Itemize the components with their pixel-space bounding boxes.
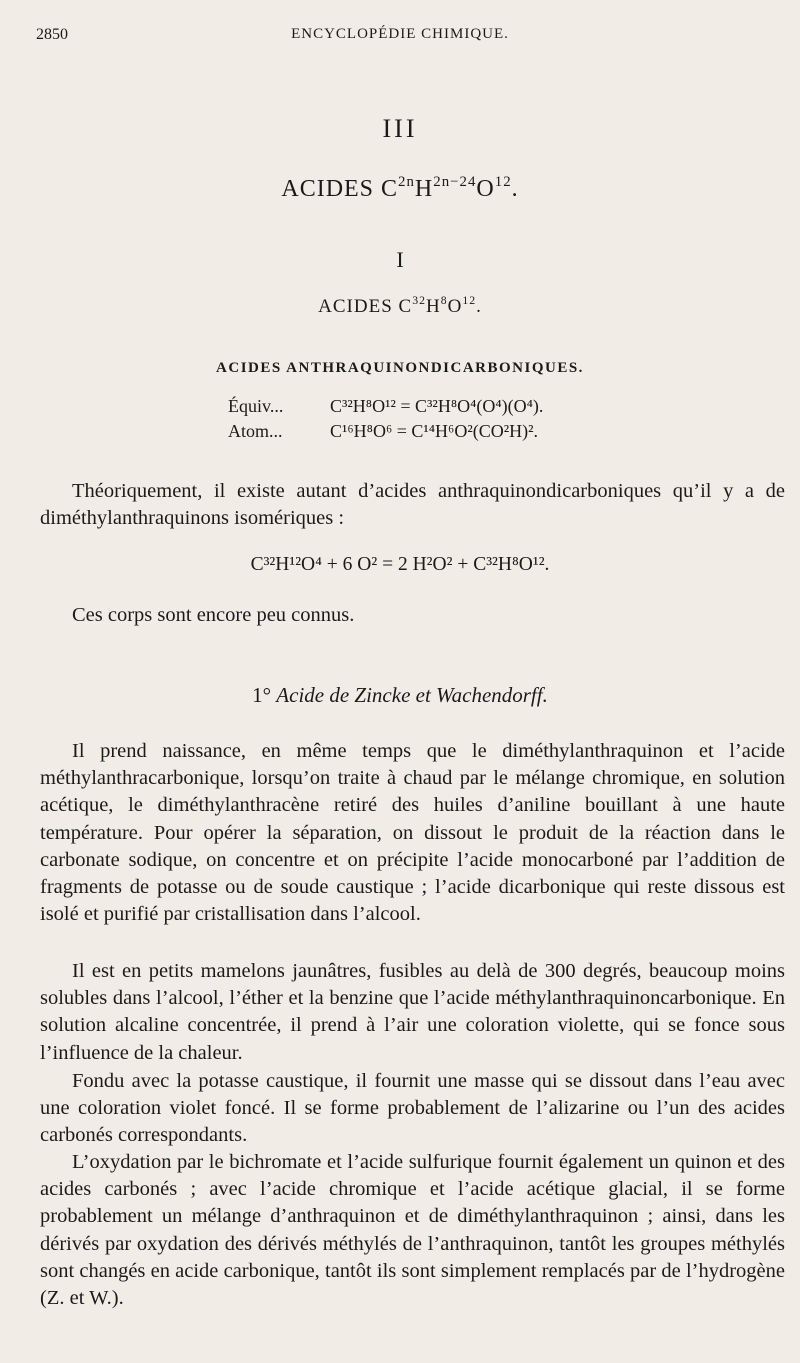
subsection-title-sup: 8 bbox=[440, 293, 448, 307]
section-title-text: H bbox=[414, 176, 434, 202]
body-paragraph: L’oxydation par le bichromate et l’acide sulfurique fournit également un quinon et des acides carbonés ; avec l’acide chromique et l’acide acétique glacial, il se forme probablement un mélange d’anthraquinon et de diméthylanthraquinon ; ainsi, dans les dérivés par oxydation des dérivés méthylés de l’anthraquinon, tantôt les groupes méthylés sont changés en acide carbonique, tantôt ils sont simplement remplacés par de l’hydrogène (Z. et W.). bbox=[40, 1151, 785, 1310]
intro-paragraph: Théoriquement, il existe autant d’acides anthraquinondicarboniques qu’il y a de diméthylanthraquinons isomériques : bbox=[40, 480, 785, 530]
atomic-formula-row bbox=[228, 421, 538, 442]
section-title bbox=[0, 173, 800, 203]
body-paragraph: Il est en petits mamelons jaunâtres, fusibles au delà de 300 degrés, beaucoup moins solubles dans l’alcool, l’éther et la benzine que l’acide méthylanthraquinoncarbonique. En solution alcaline concentrée, il prend à l’air une coloration violette, qui se fonce sous l’influence de la chaleur. bbox=[40, 960, 785, 1064]
subsection-title-sup: 12 bbox=[462, 293, 477, 307]
reaction-equation: C³²H¹²O⁴ + 6 O² = 2 H²O² + C³²H⁸O¹². bbox=[250, 554, 550, 575]
subsection-title-sup: 32 bbox=[412, 293, 426, 307]
article-heading bbox=[0, 683, 800, 708]
subsection-title-text: ACIDES C bbox=[318, 296, 413, 317]
subsection-title-text: O bbox=[447, 296, 463, 317]
ces-paragraph: Ces corps sont encore peu connus. bbox=[72, 604, 355, 626]
subsection-title-text: H bbox=[425, 296, 441, 317]
section-number: III bbox=[382, 114, 418, 143]
equivalent-formula-row bbox=[228, 396, 543, 417]
body-paragraph: Fondu avec la potasse caustique, il fournit une masse qui se dissout dans l’eau avec une coloration violet foncé. Il se forme probablement de l’alizarine ou l’un des acides carbonés correspondants. bbox=[40, 1070, 785, 1147]
atomic-formula: C¹⁶H⁸O⁶ = C¹⁴H⁶O²(CO²H)². bbox=[330, 421, 539, 441]
section-title-sup: 2n−24 bbox=[433, 173, 477, 190]
subsection-title-text: . bbox=[476, 296, 482, 317]
compound-family-heading: ACIDES ANTHRAQUINONDICARBONIQUES. bbox=[216, 360, 584, 376]
subsection-number: I bbox=[396, 247, 404, 272]
section-title-sup: 12 bbox=[494, 173, 512, 190]
running-title: ENCYCLOPÉDIE CHIMIQUE. bbox=[291, 26, 509, 42]
subsection-title bbox=[0, 293, 800, 318]
equivalent-label: Équiv... bbox=[228, 396, 284, 416]
article-title: Acide de Zincke et Wachendorff. bbox=[276, 683, 548, 707]
body-paragraph: Il prend naissance, en même temps que le diméthylanthraquinon et l’acide méthylanthracarbonique, lorsqu’on traite à chaud par le mélange chromique, en solution acétique, le diméthylanthracène retiré des huiles d’aniline bouillant à une haute température. Pour opérer la séparation, on dissout le produit de la réaction dans le carbonate sodique, on concentre et on précipite l’acide monocarboné par l’addition de fragments de potasse ou de soude caustique ; l’acide dicarbonique qui reste dissous est isolé et purifié par cristallisation dans l’alcool. bbox=[40, 740, 785, 926]
section-title-sup: 2n bbox=[398, 173, 415, 190]
equivalent-formula: C³²H⁸O¹² = C³²H⁸O⁴(O⁴)(O⁴). bbox=[330, 396, 544, 416]
section-title-text: . bbox=[511, 176, 519, 202]
atomic-label: Atom... bbox=[228, 421, 283, 441]
page-header bbox=[36, 26, 764, 48]
section-title-text: O bbox=[476, 176, 495, 202]
section-title-text: ACIDES C bbox=[281, 176, 399, 202]
article-number: 1° bbox=[252, 683, 272, 707]
page-number: 2850 bbox=[36, 26, 68, 43]
